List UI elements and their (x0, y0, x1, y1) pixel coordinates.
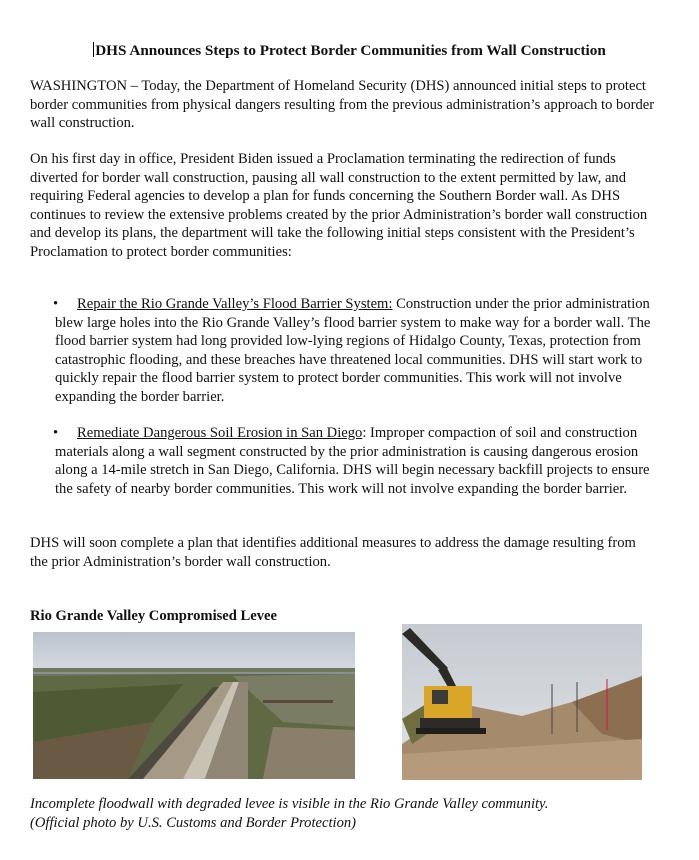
document-title (30, 42, 669, 61)
bullet-dot: • (53, 425, 59, 441)
intro-paragraph: WASHINGTON – Today, the Department of Homeland Security (DHS) announced initial steps to protect border communities from physical dangers resulting from the previous administration’s approach to border wall construction. (30, 78, 655, 132)
excavator-site-photo (402, 624, 642, 780)
caption-line-2: (Official photo by U.S. Customs and Border Protection) (30, 814, 357, 831)
bullet-body: Construction under the prior administration blew large holes into the Rio Grande Valley’s flood barrier system to make way for a border wall. The flood barrier system had long provided low-lying regions of Hidalgo County, Texas, protection from catastrophic flooding, and these breaches have threatened local communities. DHS will start work to quickly repair the flood barrier system to protect border communities. This work will not involve expanding the border barrier. (55, 296, 651, 405)
bullet-item-flood-barrier (55, 295, 658, 407)
levee-aerial-photo (33, 632, 355, 779)
caption-line-1: Incomplete floodwall with degraded levee is visible in the Rio Grande Valley community. (30, 796, 549, 812)
section-heading: Rio Grande Valley Compromised Levee (30, 608, 278, 624)
closing-paragraph: DHS will soon complete a plan that identifies additional measures to address the damage resulting from the prior Administration’s border wall construction. (30, 535, 636, 570)
photo-caption (30, 795, 670, 832)
bullet-heading: Repair the Rio Grande Valley’s Flood Barrier System: (77, 296, 393, 312)
title-text: DHS Announces Steps to Protect Border Communities from Wall Construction (95, 42, 606, 59)
bullet-heading: Remediate Dangerous Soil Erosion in San Diego (77, 425, 363, 441)
bullet-dot: • (53, 296, 59, 312)
bullet-body: : Improper compaction of soil and construction materials along a wall segment constructed by the prior administration is causing dangerous erosion along a 14-mile stretch in San Diego, California. DHS will begin necessary backfill projects to ensure the safety of nearby border communities. This work will not involve expanding the border barrier. (55, 425, 650, 497)
bullet-item-soil-erosion (55, 424, 658, 498)
proclamation-paragraph: On his first day in office, President Biden issued a Proclamation terminating the redirection of funds diverted for border wall construction, pausing all wall construction to the extent permitted by law, and requiring Federal agencies to develop a plan for funds concerning the Southern Border wall. As DHS continues to review the extensive problems created by the prior Administration’s border wall construction and develop its plans, the department will take the following initial steps consistent with the President’s Proclamation to protect border communities: (30, 151, 648, 260)
